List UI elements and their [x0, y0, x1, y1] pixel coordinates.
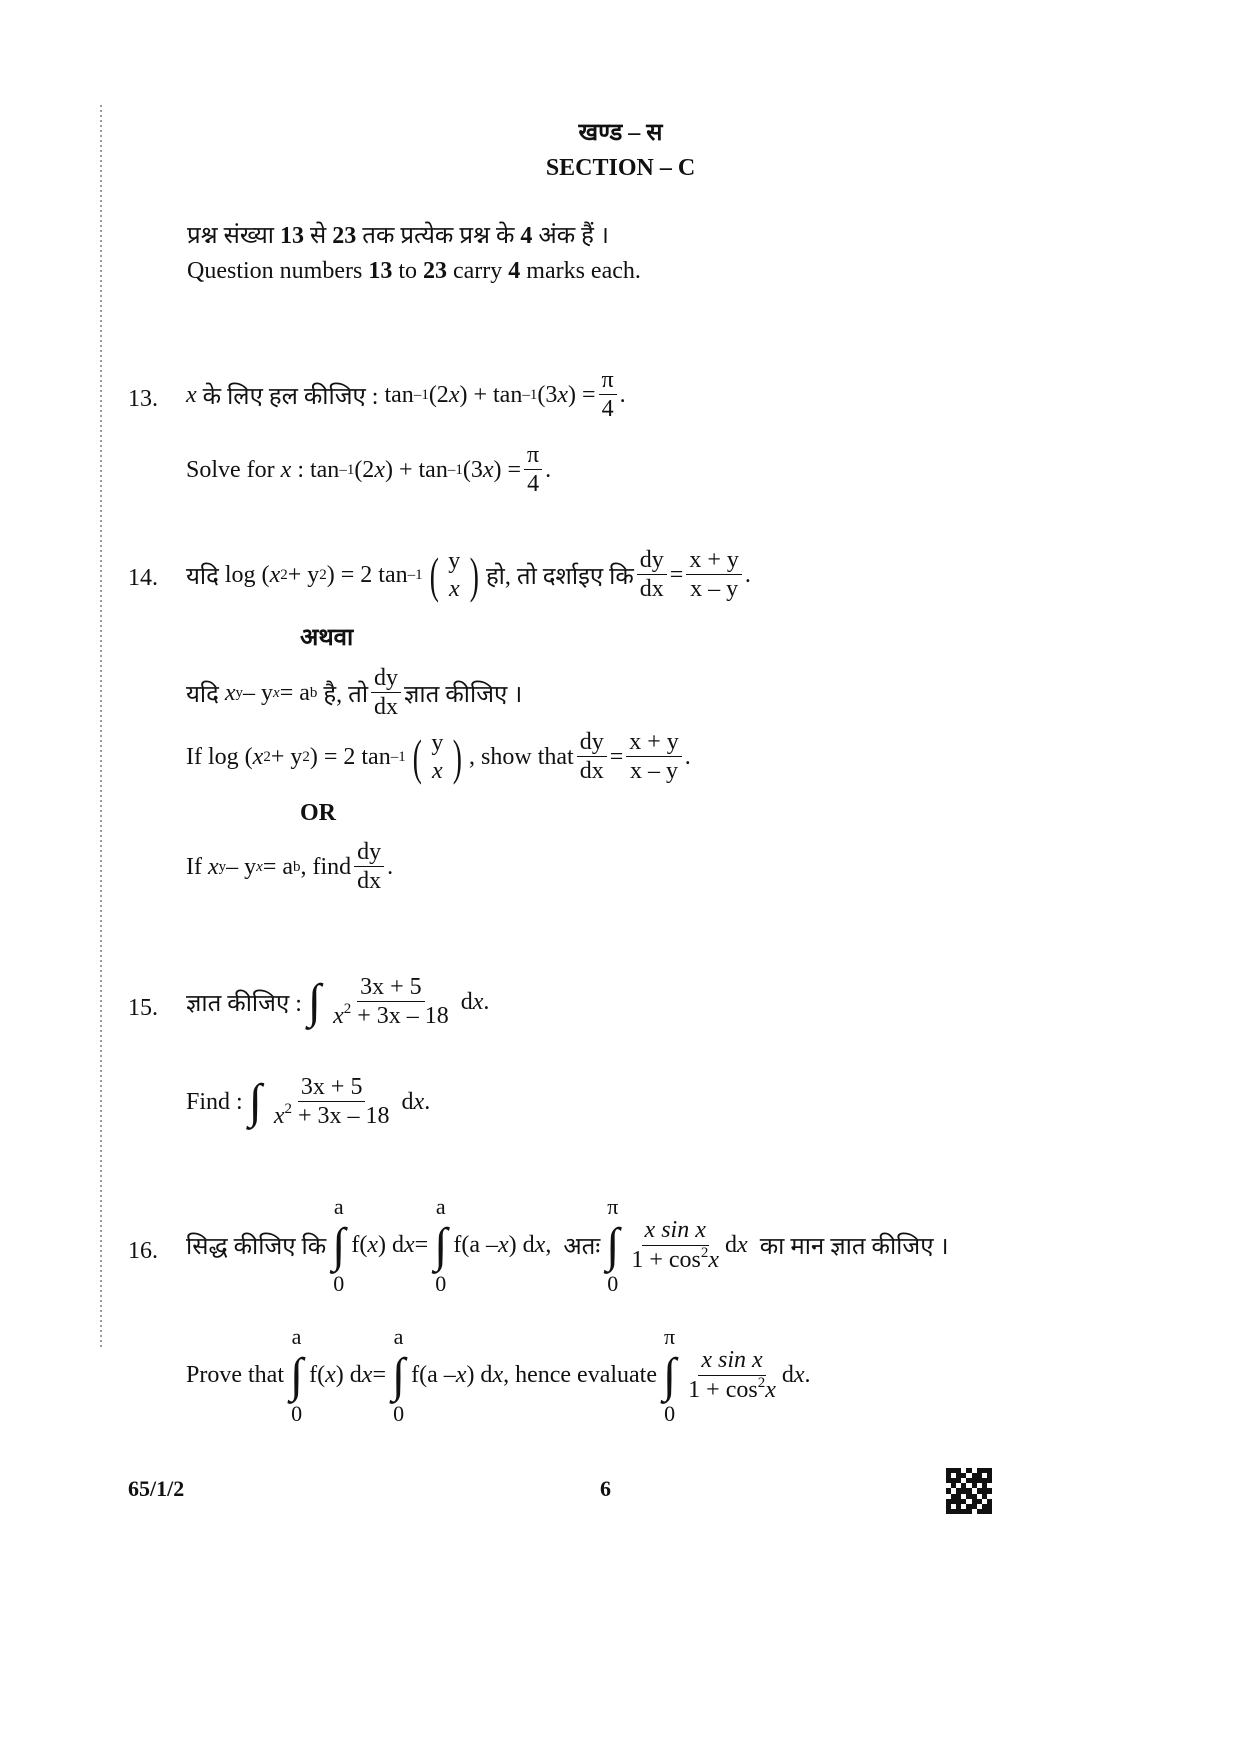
qr-code-icon [946, 1468, 992, 1514]
q14-english: If log ( x 2 + y 2 ) = 2 tan –1 ( y x ) , show that $\frac{dy}{dx}$ = $\frac{x + y}{x - y}$ . [186, 729, 691, 786]
page-number: 6 [600, 1476, 611, 1501]
question-number-13: 13. [128, 386, 158, 412]
question-number-14: 14. [128, 565, 158, 591]
q16-english: Prove that a ∫ 0 f( x ) d x = a ∫ 0 f(a – x ) d x , hence evaluate π ∫ 0 $\frac{\text{x sin x}}{1 + \cos^2x}$ d x . [186, 1324, 811, 1427]
or-hindi-1: अथवा [300, 625, 354, 651]
instruction-hindi: प्रश्न संख्या 13 से 23 तक प्रत्येक प्रश्न के 4 अंक हैं । [187, 223, 610, 249]
question-number-16: 16. [128, 1238, 158, 1264]
instruction-english: Question numbers 13 to 23 carry 4 marks each. [187, 258, 641, 284]
paper-code: 65/1/2 [128, 1476, 185, 1501]
question-number-15: 15. [128, 995, 158, 1021]
margin-dotted-line [100, 105, 102, 1350]
q14-english-alt: If x y – y x = a b , find $\frac{dy}{dx}$ . [186, 839, 394, 895]
q16-hindi: सिद्ध कीजिए कि a ∫ 0 f( x ) d x = a ∫ 0 f(a – x ) d x , अतः π ∫ 0 $\frac{\text{x sin x}}{1 + \cos^2x}$ d x का मान ज्ञात कीजिए । [186, 1194, 949, 1297]
or-english: OR [300, 800, 336, 826]
section-title-english: SECTION – C [545, 155, 696, 181]
section-title-hindi: खण्ड – स [578, 120, 663, 146]
q14-hindi: यदि log ( x 2 + y 2 ) = 2 tan –1 ( y x ) हो, तो दर्शाइए कि $\frac{dy}{dx}$ = $\frac{x + y}{x - y}$ . [186, 547, 751, 604]
q14-hindi-alt: यदि x y – y x = a b है, तो $\frac{dy}{dx}$ ज्ञात कीजिए । [186, 665, 523, 721]
q13-hindi: x के लिए हल कीजिए : tan –1 (2 x ) + tan –1 (3 x ) = $\frac{\pi}{4}$ . [186, 367, 626, 423]
q13-english: Solve for x : tan –1 (2 x ) + tan –1 (3 x ) = $\frac{\pi}{4}$ . [186, 442, 552, 498]
q15-hindi: ज्ञात कीजिए : ∫ $\frac{3x + 5}{x^2 + 3x - 18}$ d x . [186, 974, 490, 1030]
q15-english: Find : ∫ $\frac{3x + 5}{x^2 + 3x - 18}$ d x . [186, 1074, 431, 1130]
